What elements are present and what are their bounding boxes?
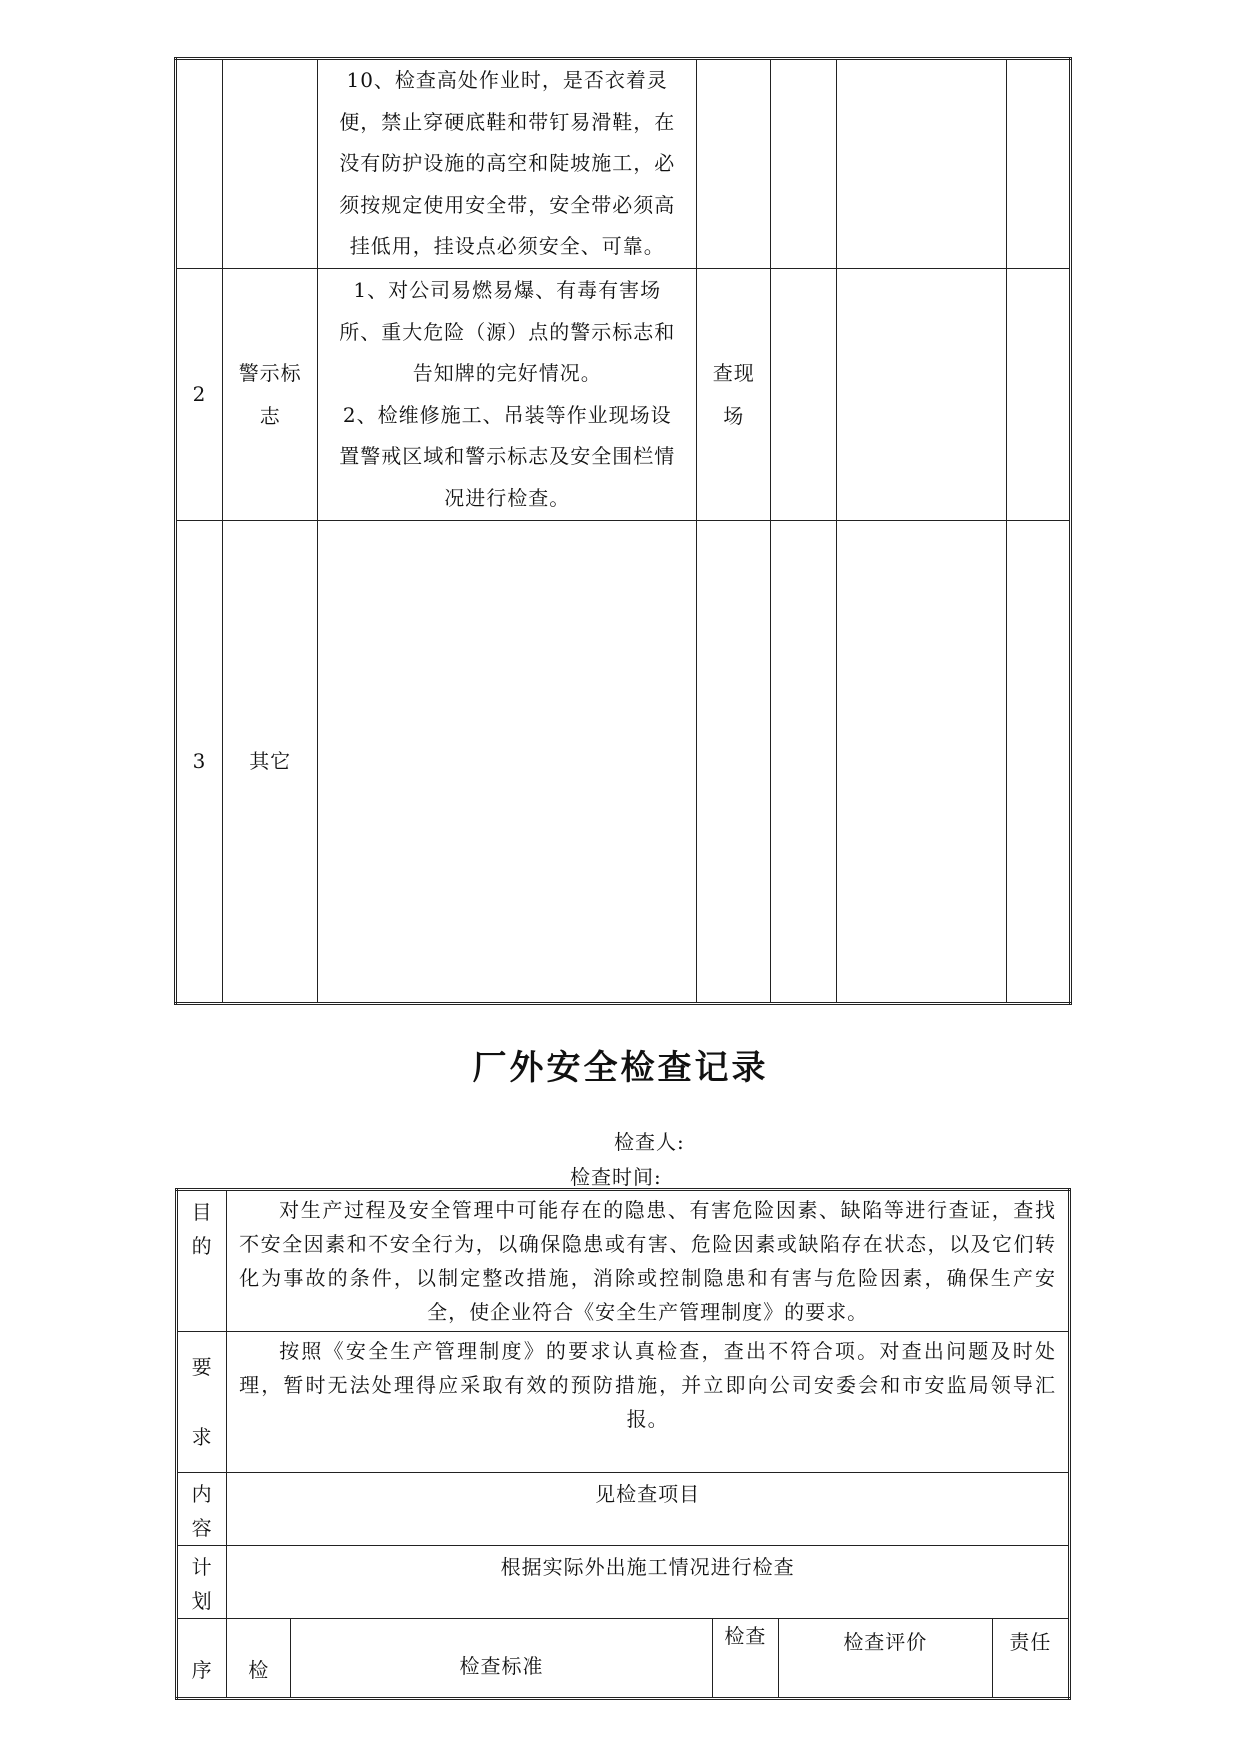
- standard-line: 置警戒区域和警示标志及安全围栏情: [339, 444, 676, 468]
- requirement-text: 按照《安全生产管理制度》的要求认真检查，查出不符合项。对查出问题及时处理，暂时无法处理得应采取有效的预防措施，并立即向公司安委会和市安监局领导汇报。: [227, 1332, 1070, 1473]
- method-text: 查现场: [712, 360, 755, 428]
- empty-cell: [1006, 59, 1070, 269]
- method-cell: [697, 521, 771, 1004]
- item-name: [223, 59, 318, 269]
- standard-line: 1、对公司易燃易爆、有毒有害场: [353, 278, 662, 302]
- empty-cell: [1006, 269, 1070, 521]
- inspection-time-label: 检查时间:: [570, 1165, 662, 1189]
- inspector-label: 检查人:: [614, 1130, 685, 1154]
- content-label-text: 内容: [191, 1482, 213, 1540]
- standard-line: 况进行检查。: [444, 485, 571, 510]
- content-label: [177, 1473, 227, 1546]
- method-cell: [697, 59, 771, 269]
- header-method: 检查: [712, 1619, 778, 1699]
- purpose-text: 对生产过程及安全管理中可能存在的隐患、有害危险因素、缺陷等进行查证，查找不安全因素和不安全行为，以确保隐患或有害、危险因素或缺陷存在状态，以及它们转化为事故的条件，以制定整改措施，消除或控制隐患和有害与危险因素，确保生产安全，使企业符合《安全生产管理制度》的要求。: [227, 1190, 1070, 1332]
- standard-cell: [318, 269, 697, 521]
- empty-cell: [771, 269, 837, 521]
- header-evaluation: 检查评价: [778, 1619, 992, 1699]
- table-row: [176, 59, 1071, 269]
- requirement-row: [177, 1332, 1070, 1473]
- record-table-wrapper: [175, 1188, 1071, 1682]
- requirement-label-text: 要求: [191, 1355, 213, 1449]
- header-standard: 检查标准: [291, 1619, 712, 1699]
- item-name: 其它: [223, 521, 318, 1004]
- plan-label-text: 计划: [191, 1555, 213, 1613]
- plan-text: 根据实际外出施工情况进行检查: [227, 1546, 1070, 1619]
- standard-cell: [318, 521, 697, 1004]
- row-number: 2: [176, 269, 223, 521]
- inspection-items-table-top: [174, 57, 1072, 1005]
- purpose-row: [177, 1190, 1070, 1332]
- standard-line: 告知牌的完好情况。: [412, 361, 602, 385]
- standard-line: 挂低用，挂设点必须安全、可靠。: [349, 234, 665, 259]
- standard-line: 没有防护设施的高空和陡坡施工，必: [339, 151, 676, 176]
- header-item: 检: [227, 1619, 291, 1699]
- table-row: [176, 521, 1071, 1004]
- table-row: [176, 269, 1071, 521]
- row-number: [176, 59, 223, 269]
- standard-line: 须按规定使用安全带，安全带必须高: [339, 192, 676, 217]
- purpose-label-text: 目的: [191, 1200, 213, 1258]
- standard-line: 所、重大危险（源）点的警示标志和: [339, 319, 676, 344]
- plan-row: [177, 1546, 1070, 1619]
- row-number: 3: [176, 521, 223, 1004]
- item-name: [223, 269, 318, 521]
- empty-cell: [771, 59, 837, 269]
- standard-line: 便，禁止穿硬底鞋和带钉易滑鞋，在: [339, 109, 676, 134]
- inspection-record-table: [175, 1188, 1071, 1700]
- standard-line: 2、检维修施工、吊装等作业现场设: [342, 402, 672, 427]
- header-row: [177, 1619, 1070, 1699]
- empty-cell: [837, 269, 1006, 521]
- content-row: [177, 1473, 1070, 1546]
- item-name-text: 警示标志: [238, 360, 302, 428]
- empty-cell: [771, 521, 837, 1004]
- requirement-label: [177, 1332, 227, 1473]
- standard-cell: [318, 59, 697, 269]
- page-title: 厂外安全检查记录: [472, 1048, 769, 1088]
- header-no: 序: [177, 1619, 227, 1699]
- empty-cell: [1006, 521, 1070, 1004]
- method-cell: [697, 269, 771, 521]
- plan-label: [177, 1546, 227, 1619]
- content-text: 见检查项目: [227, 1473, 1070, 1546]
- header-responsible: 责任: [992, 1619, 1069, 1699]
- empty-cell: [837, 521, 1006, 1004]
- empty-cell: [837, 59, 1006, 269]
- purpose-label: [177, 1190, 227, 1332]
- standard-line: 10、检查高处作业时，是否衣着灵: [346, 68, 668, 93]
